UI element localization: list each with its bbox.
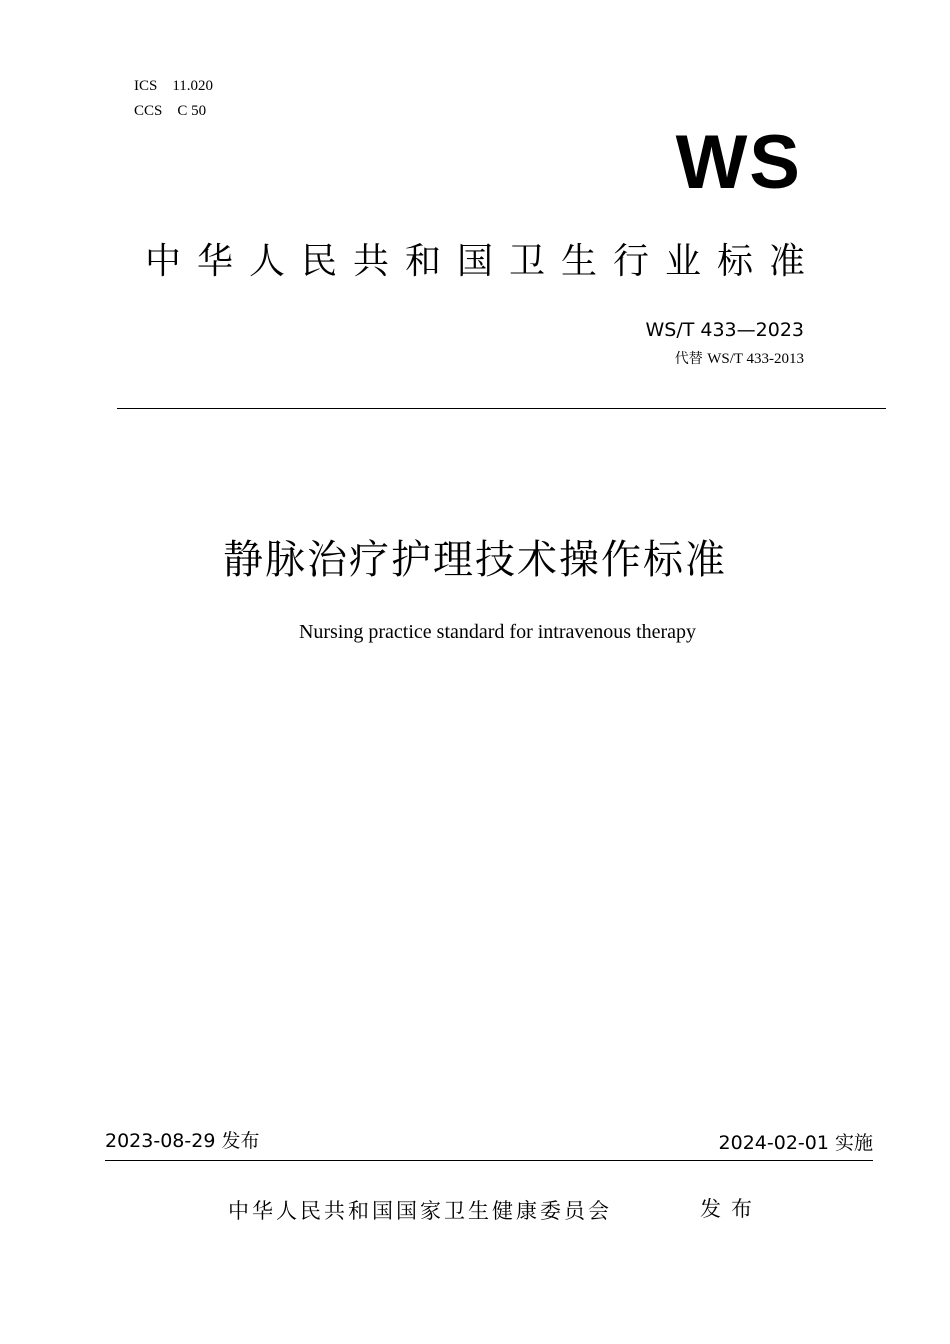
publish-label: 发布 bbox=[700, 1197, 762, 1221]
document-title-en: Nursing practice standard for intravenous therapy bbox=[298, 621, 697, 643]
ics-code: ICS 11.020 bbox=[134, 78, 214, 94]
issuing-authority: 中华人民共和国国家卫生健康委员会 bbox=[228, 1199, 612, 1223]
replaces-prefix: 代替 bbox=[674, 351, 703, 367]
standard-type-title: 中华人民共和国卫生行业标准 bbox=[145, 241, 822, 282]
replaces-number: WS/T 433-2013 bbox=[707, 351, 804, 367]
document-title-zh: 静脉治疗护理技术操作标准 bbox=[223, 537, 727, 583]
standard-number: WS/T 433—2023 bbox=[645, 319, 804, 341]
replaces-line bbox=[675, 349, 804, 369]
implementation-date: 2024-02-01 实施 bbox=[718, 1132, 873, 1154]
top-divider bbox=[117, 408, 886, 409]
ccs-code: CCS C 50 bbox=[134, 103, 207, 119]
bottom-divider bbox=[105, 1160, 873, 1161]
issue-date: 2023-08-29 发布 bbox=[105, 1130, 260, 1152]
ws-logo: WS bbox=[675, 120, 802, 205]
